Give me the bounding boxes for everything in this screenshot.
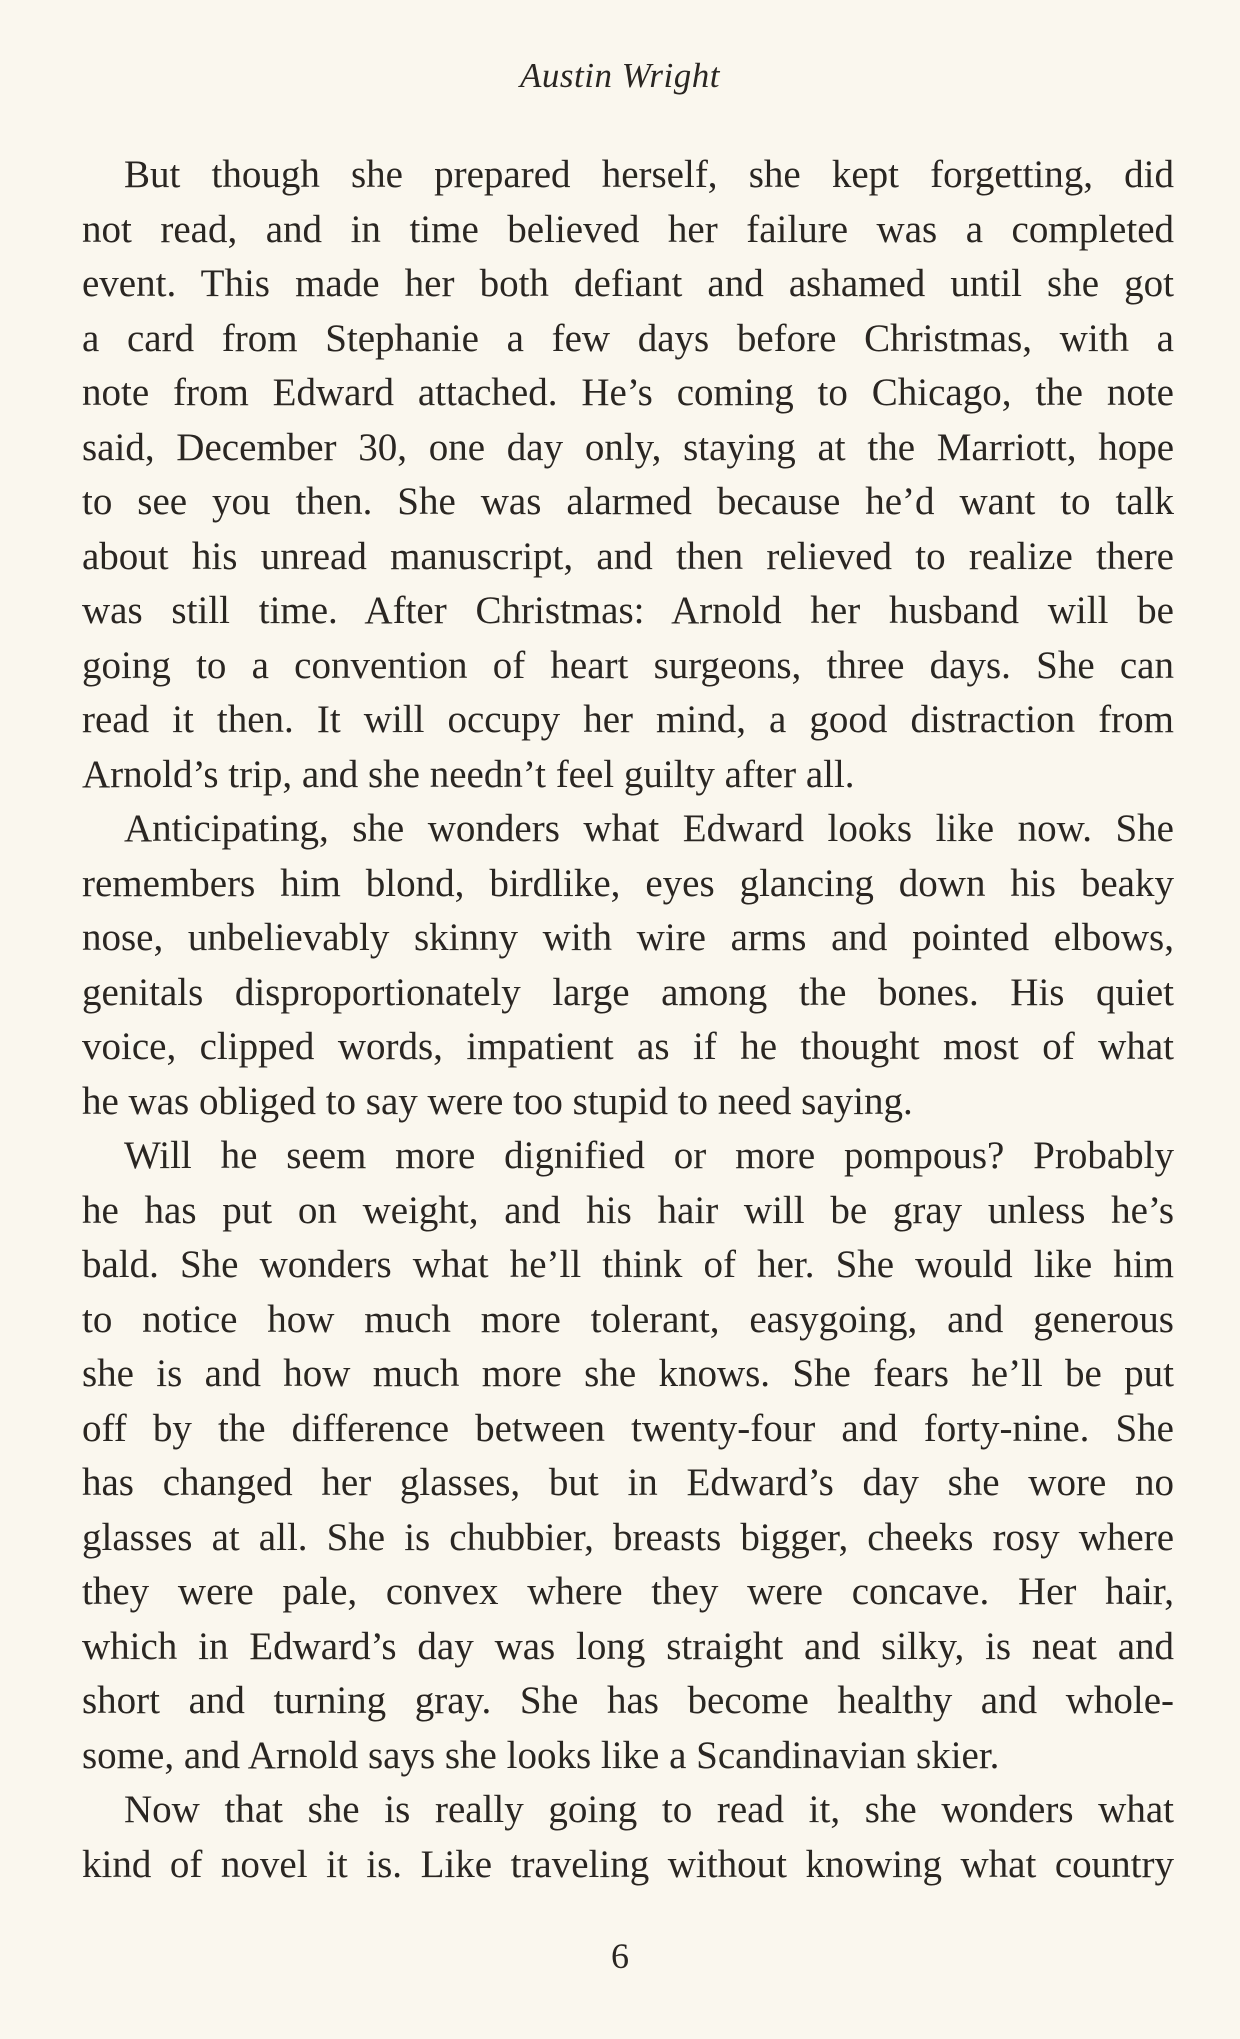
text-line: note from Edward attached. He’s coming to Chicago, the note [82, 371, 1174, 414]
text-line: he has put on weight, and his hair will be gray unless he’s [82, 1188, 1174, 1232]
text-line: to notice how much more tolerant, easygoing, and generous [82, 1297, 1174, 1341]
text-line: off by the difference between twenty-four and forty-nine. She [82, 1406, 1174, 1450]
text-line: Anticipating, she wonders what Edward looks like now. She [124, 807, 1174, 850]
text-line: remembers him blond, birdlike, eyes glancing down his beaky [82, 861, 1174, 905]
text-line: they were pale, convex where they were concave. Her hair, [82, 1570, 1174, 1613]
text-line: glasses at all. She is chubbier, breasts bigger, cheeks rosy where [82, 1515, 1174, 1559]
text-line: about his unread manuscript, and then relieved to realize there [82, 534, 1174, 578]
text-line: has changed her glasses, but in Edward’s day she wore no [82, 1461, 1174, 1504]
text-line: short and turning gray. She has become healthy and whole- [82, 1679, 1174, 1722]
text-line: event. This made her both defiant and ashamed until she got [82, 262, 1174, 305]
text-line: said, December 30, one day only, staying at the Marriott, hope [82, 425, 1174, 469]
text-line: she is and how much more she knows. She fears he’ll be put [82, 1352, 1174, 1395]
text-line: bald. She wonders what he’ll think of her. She would like him [82, 1243, 1174, 1286]
text-line: Arnold’s trip, and she needn’t feel guilty after all. [82, 752, 855, 796]
text-line: nose, unbelievably skinny with wire arms and pointed elbows, [82, 916, 1174, 959]
text-line: Now that she is really going to read it, she wonders what [124, 1788, 1174, 1831]
text-line: genitals disproportionately large among the bones. His quiet [82, 970, 1174, 1014]
text-line: Will he seem more dignified or more pompous? Probably [124, 1134, 1174, 1177]
text-line: But though she prepared herself, she kept forgetting, did [124, 153, 1174, 196]
page-number: 6 [611, 1936, 629, 1976]
text-line: to see you then. She was alarmed because he’d want to talk [82, 480, 1174, 523]
text-line: was still time. After Christmas: Arnold her husband will be [82, 589, 1174, 632]
body-text [82, 148, 1174, 1892]
text-line: going to a convention of heart surgeons, three days. She can [82, 643, 1174, 687]
text-line: which in Edward’s day was long straight and silky, is neat and [82, 1624, 1174, 1668]
text-line: kind of novel it is. Like traveling without knowing what country [82, 1842, 1174, 1886]
text-line: not read, and in time believed her failure was a completed [82, 207, 1174, 251]
text-line: read it then. It will occupy her mind, a good distraction from [82, 698, 1174, 741]
text-line: some, and Arnold says she looks like a Scandinavian skier. [82, 1733, 1000, 1777]
running-head: Austin Wright [520, 56, 720, 95]
text-line: he was obliged to say were too stupid to need saying. [82, 1079, 913, 1123]
text-line: voice, clipped words, impatient as if he thought most of what [82, 1025, 1174, 1068]
text-line: a card from Stephanie a few days before Christmas, with a [82, 316, 1174, 360]
